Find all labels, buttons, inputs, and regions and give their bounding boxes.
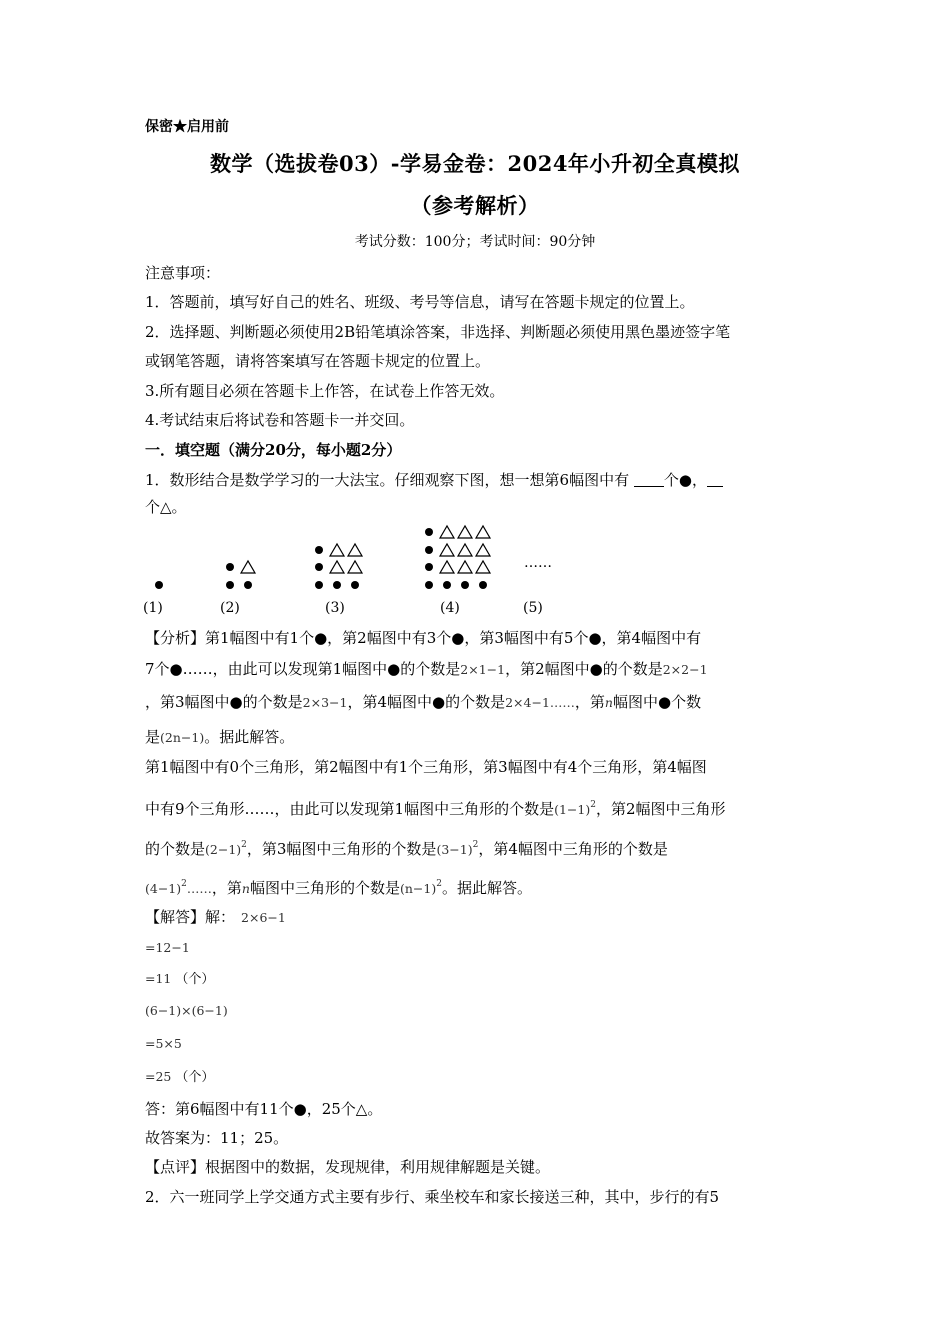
- page-title: 数学（选拔卷03）-学易金卷：2024年小升初全真模拟: [210, 151, 740, 176]
- fig3-dot: [315, 563, 323, 571]
- fig3-triangle: [330, 561, 344, 573]
- analysis-1a: 【分析】第1幅图中有1个●，第2幅图中有3个●，第3幅图中有5个●，第4幅图中有: [145, 629, 702, 647]
- analysis-2d: $(4-1)^2\dots\dots$，第n幅图中三角形的个数是$(n-1)^2$。据此解答。: [145, 879, 532, 897]
- fig4-triangle: [440, 561, 454, 573]
- fig4-dot: [425, 563, 433, 571]
- exam-meta: 考试分数：100分；考试时间：90分钟: [354, 234, 596, 250]
- section-heading: 一．填空题（满分20分，每小题2分）: [145, 441, 402, 459]
- notes-heading: 注意事项：: [145, 264, 221, 282]
- answer-blank-1[interactable]: [634, 471, 664, 487]
- fig4-dot: [443, 581, 451, 589]
- solution-line-4: (6−1)×(6−1): [145, 1003, 228, 1018]
- question-1-text: [145, 470, 723, 490]
- fig5-ellipsis: ……: [524, 555, 552, 571]
- fig3-dot: [315, 546, 323, 554]
- solution-line-3: =11 （个）: [145, 971, 215, 987]
- solution-line-6: =25 （个）: [145, 1069, 215, 1085]
- answer-line: 答：第6幅图中有11个●，25个△。: [145, 1100, 383, 1118]
- analysis-2c: 的个数是$(2-1)^2$，第3幅图中三角形的个数是$(3-1)^2$，第4幅图中三角形的个数是: [145, 840, 668, 858]
- fig3-dot: [315, 581, 323, 589]
- fig3-triangle: [348, 544, 362, 556]
- pattern-figure: [140, 520, 580, 625]
- q1-text-a: 1．数形结合是数学学习的一大法宝。仔细观察下图，想一想第6幅图中有: [145, 471, 634, 489]
- fig3-dot: [351, 581, 359, 589]
- fig-label-3: (3): [325, 600, 345, 616]
- analysis-1c: ，第3幅图中●的个数是2×3−1，第4幅图中●的个数是2×4−1……，第n幅图中●个数: [145, 693, 702, 711]
- note-4: 4.考试结束后将试卷和答题卡一并交回。: [145, 411, 415, 429]
- fig4-triangle: [440, 544, 454, 556]
- answer-blank-2[interactable]: [707, 471, 723, 487]
- fig2-dot: [244, 581, 252, 589]
- fig-label-4: (4): [440, 600, 460, 616]
- analysis-1d: 是(2n−1)。据此解答。: [145, 728, 295, 746]
- fig4-triangle: [476, 561, 490, 573]
- fig4-dot: [425, 528, 433, 536]
- analysis-2a: 第1幅图中有0个三角形，第2幅图中有1个三角形，第3幅图中有4个三角形，第4幅图: [145, 758, 707, 776]
- question-2-text: 2．六一班同学上学交通方式主要有步行、乘坐校车和家长接送三种，其中，步行的有5: [145, 1188, 720, 1206]
- note-1: 1．答题前，填写好自己的姓名、班级、考号等信息，请写在答题卡规定的位置上。: [145, 293, 695, 311]
- fig-label-2: (2): [220, 600, 240, 616]
- fig4-triangle: [458, 526, 472, 538]
- page-subtitle: （参考解析）: [410, 193, 540, 218]
- solution-line-5: =5×5: [145, 1036, 182, 1051]
- comment: 【点评】根据图中的数据，发现规律，利用规律解题是关键。: [145, 1158, 551, 1176]
- note-2a: 2．选择题、判断题必须使用2B铅笔填涂答案，非选择、判断题必须使用黑色墨迹签字笔: [145, 323, 731, 341]
- fig2-dot: [226, 581, 234, 589]
- fig3-triangle: [348, 561, 362, 573]
- note-3: 3.所有题目必须在答题卡上作答，在试卷上作答无效。: [145, 382, 505, 400]
- fig4-dot: [479, 581, 487, 589]
- fig1-dot: [155, 581, 163, 589]
- confidential-mark: 保密★启用前: [145, 119, 229, 135]
- final-answer: 故答案为：11；25。: [145, 1129, 289, 1147]
- fig2-triangle: [241, 561, 255, 573]
- fig3-triangle: [330, 544, 344, 556]
- fig3-dot: [333, 581, 341, 589]
- solution-line-1: 【解答】解： 2×6−1: [145, 908, 286, 926]
- fig4-dot: [425, 546, 433, 554]
- analysis-1b: 7个●……，由此可以发现第1幅图中●的个数是2×1−1，第2幅图中●的个数是2×2−1: [145, 660, 708, 678]
- fig4-triangle: [476, 526, 490, 538]
- solution-line-2: =12−1: [145, 940, 190, 955]
- q1-text-b: 个●，: [663, 471, 707, 489]
- fig4-dot: [461, 581, 469, 589]
- fig2-dot: [226, 563, 234, 571]
- fig4-triangle: [476, 544, 490, 556]
- analysis-2b: 中有9个三角形……，由此可以发现第1幅图中三角形的个数是$(1-1)^2$，第2幅图中三角形: [145, 800, 726, 818]
- q1-text-c: 个△。: [145, 498, 187, 516]
- fig4-triangle: [458, 561, 472, 573]
- fig4-triangle: [440, 526, 454, 538]
- note-2b: 或钢笔答题，请将答案填写在答题卡规定的位置上。: [145, 352, 491, 370]
- fig4-triangle: [458, 544, 472, 556]
- fig4-dot: [425, 581, 433, 589]
- fig-label-1: (1): [143, 600, 163, 616]
- fig-label-5: (5): [523, 600, 543, 616]
